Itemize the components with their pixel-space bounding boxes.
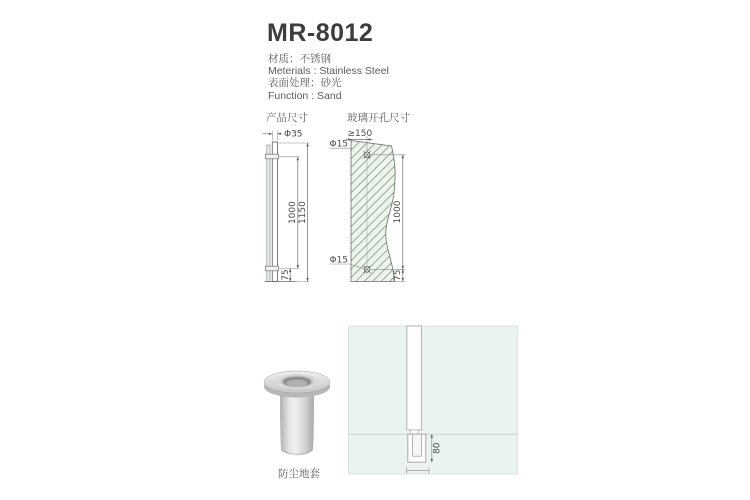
hole-top (363, 151, 370, 158)
spec-material-cn: 材质：不锈钢 (268, 53, 331, 65)
embedded-sleeve-inner (413, 434, 422, 456)
dim-label-glass-bottom-offset: 75 (393, 269, 404, 282)
installation-diagram (345, 318, 525, 482)
dim-label-tube-diameter: Φ35 (284, 129, 303, 140)
dim-tube-diameter (263, 130, 303, 141)
installation-tube (407, 326, 422, 430)
spec-list (268, 53, 389, 102)
spec-finish-cn: 表面处理：砂光 (268, 77, 342, 90)
glass-edge (267, 145, 270, 282)
dim-label-edge-distance: ≥150 (347, 129, 373, 140)
dim-label-hole-top: Φ15 (329, 139, 349, 150)
glass-panel (351, 141, 395, 282)
spec-finish-en: Function : Sand (268, 89, 342, 102)
glass-section-label: 玻璃开孔尺寸 (347, 112, 410, 124)
dim-glass-bottom-offset (393, 269, 405, 281)
dim-hole-top (330, 139, 353, 149)
tube-neck (410, 430, 418, 434)
dim-label-socket-depth: 80 (432, 442, 443, 454)
bracket-top (265, 154, 278, 159)
dim-label-product-hole-spacing: 1000 (288, 201, 298, 225)
product-view (263, 130, 310, 282)
bracket-bottom (265, 266, 278, 271)
sleeve-body (280, 388, 314, 456)
dim-label-product-bottom-offset: 75 (280, 269, 291, 281)
dim-label-hole-bottom: Φ15 (329, 255, 349, 266)
dim-product-hole-spacing (279, 157, 300, 269)
floor-sleeve-image (264, 371, 330, 456)
technical-drawing (255, 105, 467, 305)
dim-label-glass-hole-spacing: 1000 (393, 200, 404, 224)
glass-view (330, 129, 406, 281)
dim-product-bottom-offset (281, 269, 292, 282)
hole-bottom (363, 266, 370, 273)
handle-tube (272, 142, 277, 282)
accessory-caption: 防尘地套 (278, 468, 320, 480)
dim-label-total-length: 1150 (298, 201, 309, 225)
spec-material-en: Meterials : Stainless Steel (268, 65, 389, 78)
product-section-label: 产品尺寸 (266, 112, 308, 124)
product-model-title: MR-8012 (267, 19, 374, 47)
installation-view (349, 326, 518, 474)
